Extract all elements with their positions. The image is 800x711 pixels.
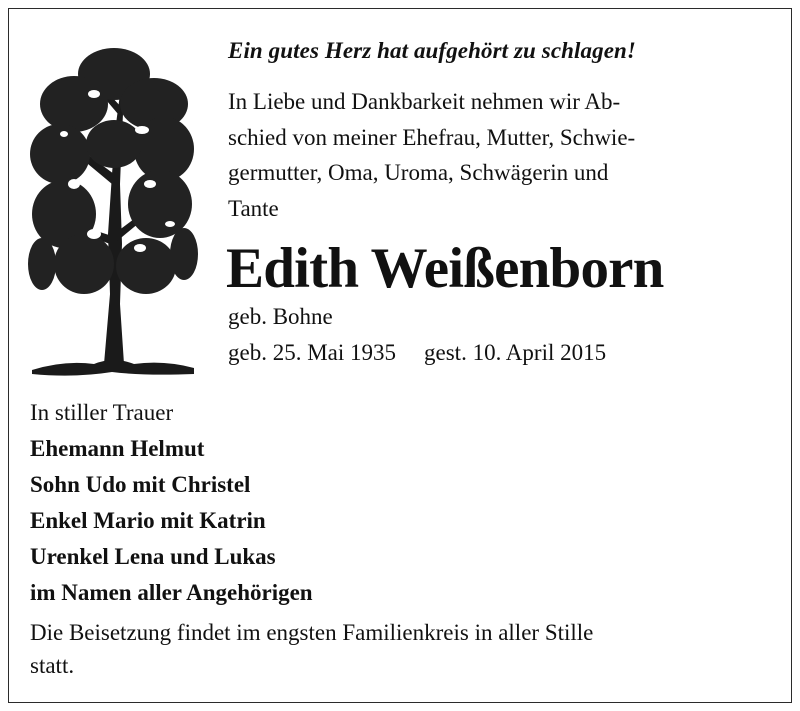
birth-date: geb. 25. Mai 1935 <box>228 340 397 365</box>
mourner-line: Ehemann Helmut <box>30 436 205 461</box>
mourner-line: Sohn Udo mit Christel <box>30 472 251 497</box>
birch-tree-icon <box>24 34 200 382</box>
maiden-name: geb. Bohne <box>228 304 333 329</box>
mourner-line: im Namen aller Angehörigen <box>30 580 313 605</box>
intro-text <box>228 84 768 226</box>
funeral-note <box>30 616 780 682</box>
intro-line: Tante <box>228 195 279 221</box>
intro-line: In Liebe und Dankbarkeit nehmen wir Ab- <box>228 89 621 114</box>
mourning-label: In stiller Trauer <box>30 400 174 425</box>
intro-line: schied von meiner Ehefrau, Mutter, Schwie- <box>228 124 636 150</box>
death-date: gest. 10. April 2015 <box>424 340 607 365</box>
intro-line: germutter, Oma, Uroma, Schwägerin und <box>228 160 609 185</box>
mourner-line: Urenkel Lena und Lukas <box>30 544 276 569</box>
funeral-line: statt. <box>30 653 75 678</box>
mourners-block <box>30 395 770 611</box>
funeral-line: Die Beisetzung findet im engsten Familienkreis in aller Stille <box>30 620 594 645</box>
mourner-line: Enkel Mario mit Katrin <box>30 508 266 533</box>
motto: Ein gutes Herz hat aufgehört zu schlagen! <box>228 38 636 63</box>
life-dates <box>228 338 606 368</box>
deceased-name: Edith Weißenborn <box>226 237 664 300</box>
